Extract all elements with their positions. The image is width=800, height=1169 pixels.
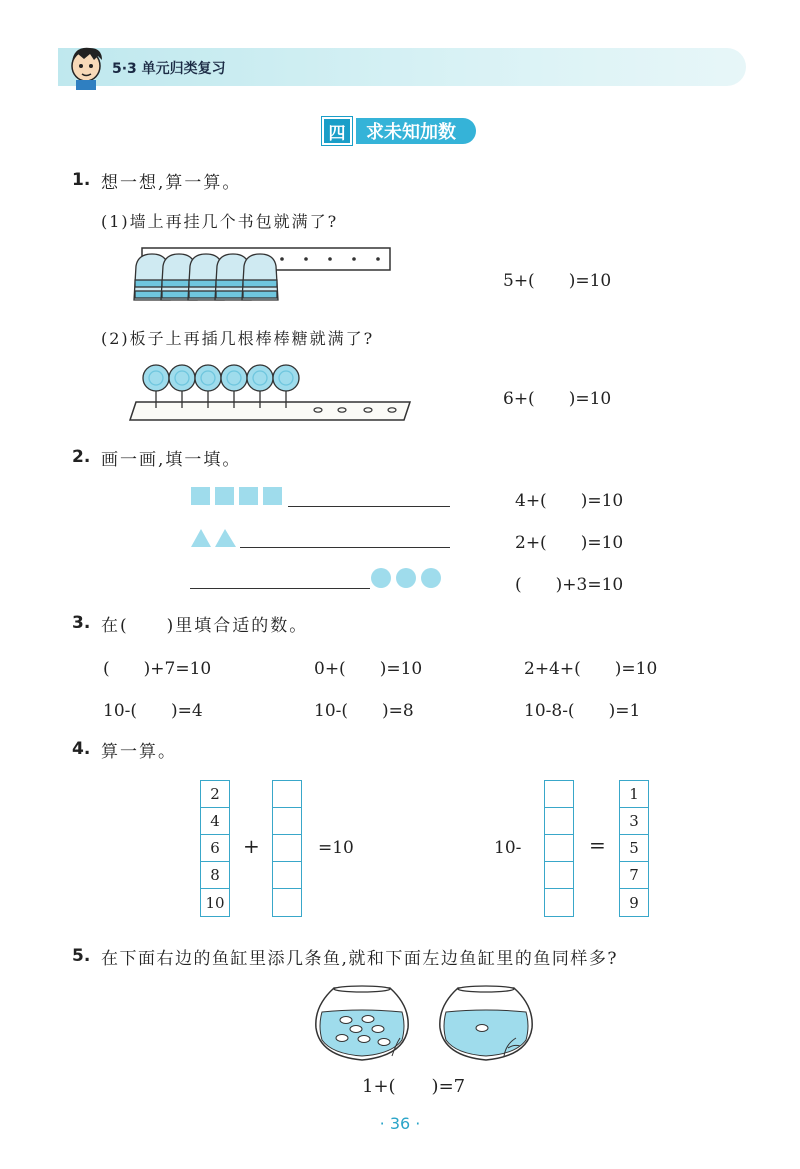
stack-cell: 3 bbox=[620, 808, 648, 835]
answer-box[interactable] bbox=[273, 808, 301, 835]
q1-sub2: (2)板子上再插几根棒棒糖就满了? bbox=[101, 329, 375, 348]
stack-cell: 4 bbox=[201, 808, 229, 835]
answer-box[interactable] bbox=[545, 781, 573, 808]
section-title: 求未知加数 bbox=[356, 118, 476, 144]
backpack-wall-illustration bbox=[130, 240, 395, 310]
answer-stack-right bbox=[544, 780, 574, 917]
answer-box[interactable] bbox=[545, 889, 573, 916]
mascot-icon bbox=[64, 40, 114, 90]
q2-number: 2. bbox=[72, 447, 91, 467]
q2-equation-3: ( )+3=10 bbox=[515, 575, 624, 595]
answer-box[interactable] bbox=[273, 862, 301, 889]
answer-box[interactable] bbox=[273, 835, 301, 862]
answer-box[interactable] bbox=[273, 781, 301, 808]
q5-text: 在下面右边的鱼缸里添几条鱼,就和下面左边鱼缸里的鱼同样多? bbox=[101, 949, 619, 969]
header-title: 5·3 单元归类复习 bbox=[112, 61, 226, 77]
q2-equation-2: 2+( )=10 bbox=[515, 533, 624, 553]
right-values-stack bbox=[619, 780, 649, 917]
q3-number: 3. bbox=[72, 613, 91, 633]
left-values-stack bbox=[200, 780, 230, 917]
equals-sign: = bbox=[589, 833, 606, 857]
triangles-row bbox=[190, 528, 242, 548]
draw-line-3 bbox=[190, 588, 370, 589]
q5-number: 5. bbox=[72, 946, 91, 966]
result-left: =10 bbox=[318, 838, 354, 858]
q4-text: 算一算。 bbox=[101, 742, 177, 762]
stack-cell: 2 bbox=[201, 781, 229, 808]
q1-equation-1: 5+( )=10 bbox=[503, 271, 612, 291]
q3-row1-item2: 0+( )=10 bbox=[314, 659, 423, 679]
lollipop-board-illustration bbox=[128, 362, 420, 424]
q1-text: 想一想,算一算。 bbox=[101, 173, 242, 193]
answer-box[interactable] bbox=[545, 808, 573, 835]
answer-stack-left bbox=[272, 780, 302, 917]
q3-row2-item2: 10-( )=8 bbox=[314, 701, 414, 721]
right-fishbowl-illustration bbox=[436, 982, 536, 1064]
section-number: 四 bbox=[322, 117, 352, 145]
q3-row1-item1: ( )+7=10 bbox=[103, 659, 212, 679]
draw-line-1 bbox=[288, 506, 450, 507]
stack-cell: 6 bbox=[201, 835, 229, 862]
stack-cell: 7 bbox=[620, 862, 648, 889]
stack-cell: 1 bbox=[620, 781, 648, 808]
squares-row bbox=[190, 486, 290, 506]
minuend-text: 10- bbox=[494, 838, 522, 858]
answer-box[interactable] bbox=[545, 835, 573, 862]
answer-box[interactable] bbox=[545, 862, 573, 889]
stack-cell: 9 bbox=[629, 893, 639, 912]
q3-text: 在( )里填合适的数。 bbox=[101, 616, 309, 636]
q3-row2-item3: 10-8-( )=1 bbox=[524, 701, 641, 721]
q3-row2-item1: 10-( )=4 bbox=[103, 701, 203, 721]
section-badge bbox=[322, 117, 476, 145]
q1-number: 1. bbox=[72, 170, 91, 190]
left-fishbowl-illustration bbox=[312, 982, 412, 1064]
q3-row1-item3: 2+4+( )=10 bbox=[524, 659, 658, 679]
draw-line-2 bbox=[240, 547, 450, 548]
stack-cell: 10 bbox=[205, 893, 225, 912]
q4-number: 4. bbox=[72, 739, 91, 759]
circles-row bbox=[370, 567, 444, 589]
q5-equation: 1+( )=7 bbox=[362, 1076, 466, 1097]
q1-equation-2: 6+( )=10 bbox=[503, 389, 612, 409]
q1-sub1: (1)墙上再挂几个书包就满了? bbox=[101, 212, 339, 231]
stack-cell: 8 bbox=[201, 862, 229, 889]
page-number: · 36 · bbox=[379, 1114, 421, 1133]
answer-box[interactable] bbox=[273, 889, 301, 916]
q2-text: 画一画,填一填。 bbox=[101, 450, 242, 470]
stack-cell: 5 bbox=[620, 835, 648, 862]
plus-sign: + bbox=[243, 834, 260, 858]
q2-equation-1: 4+( )=10 bbox=[515, 491, 624, 511]
